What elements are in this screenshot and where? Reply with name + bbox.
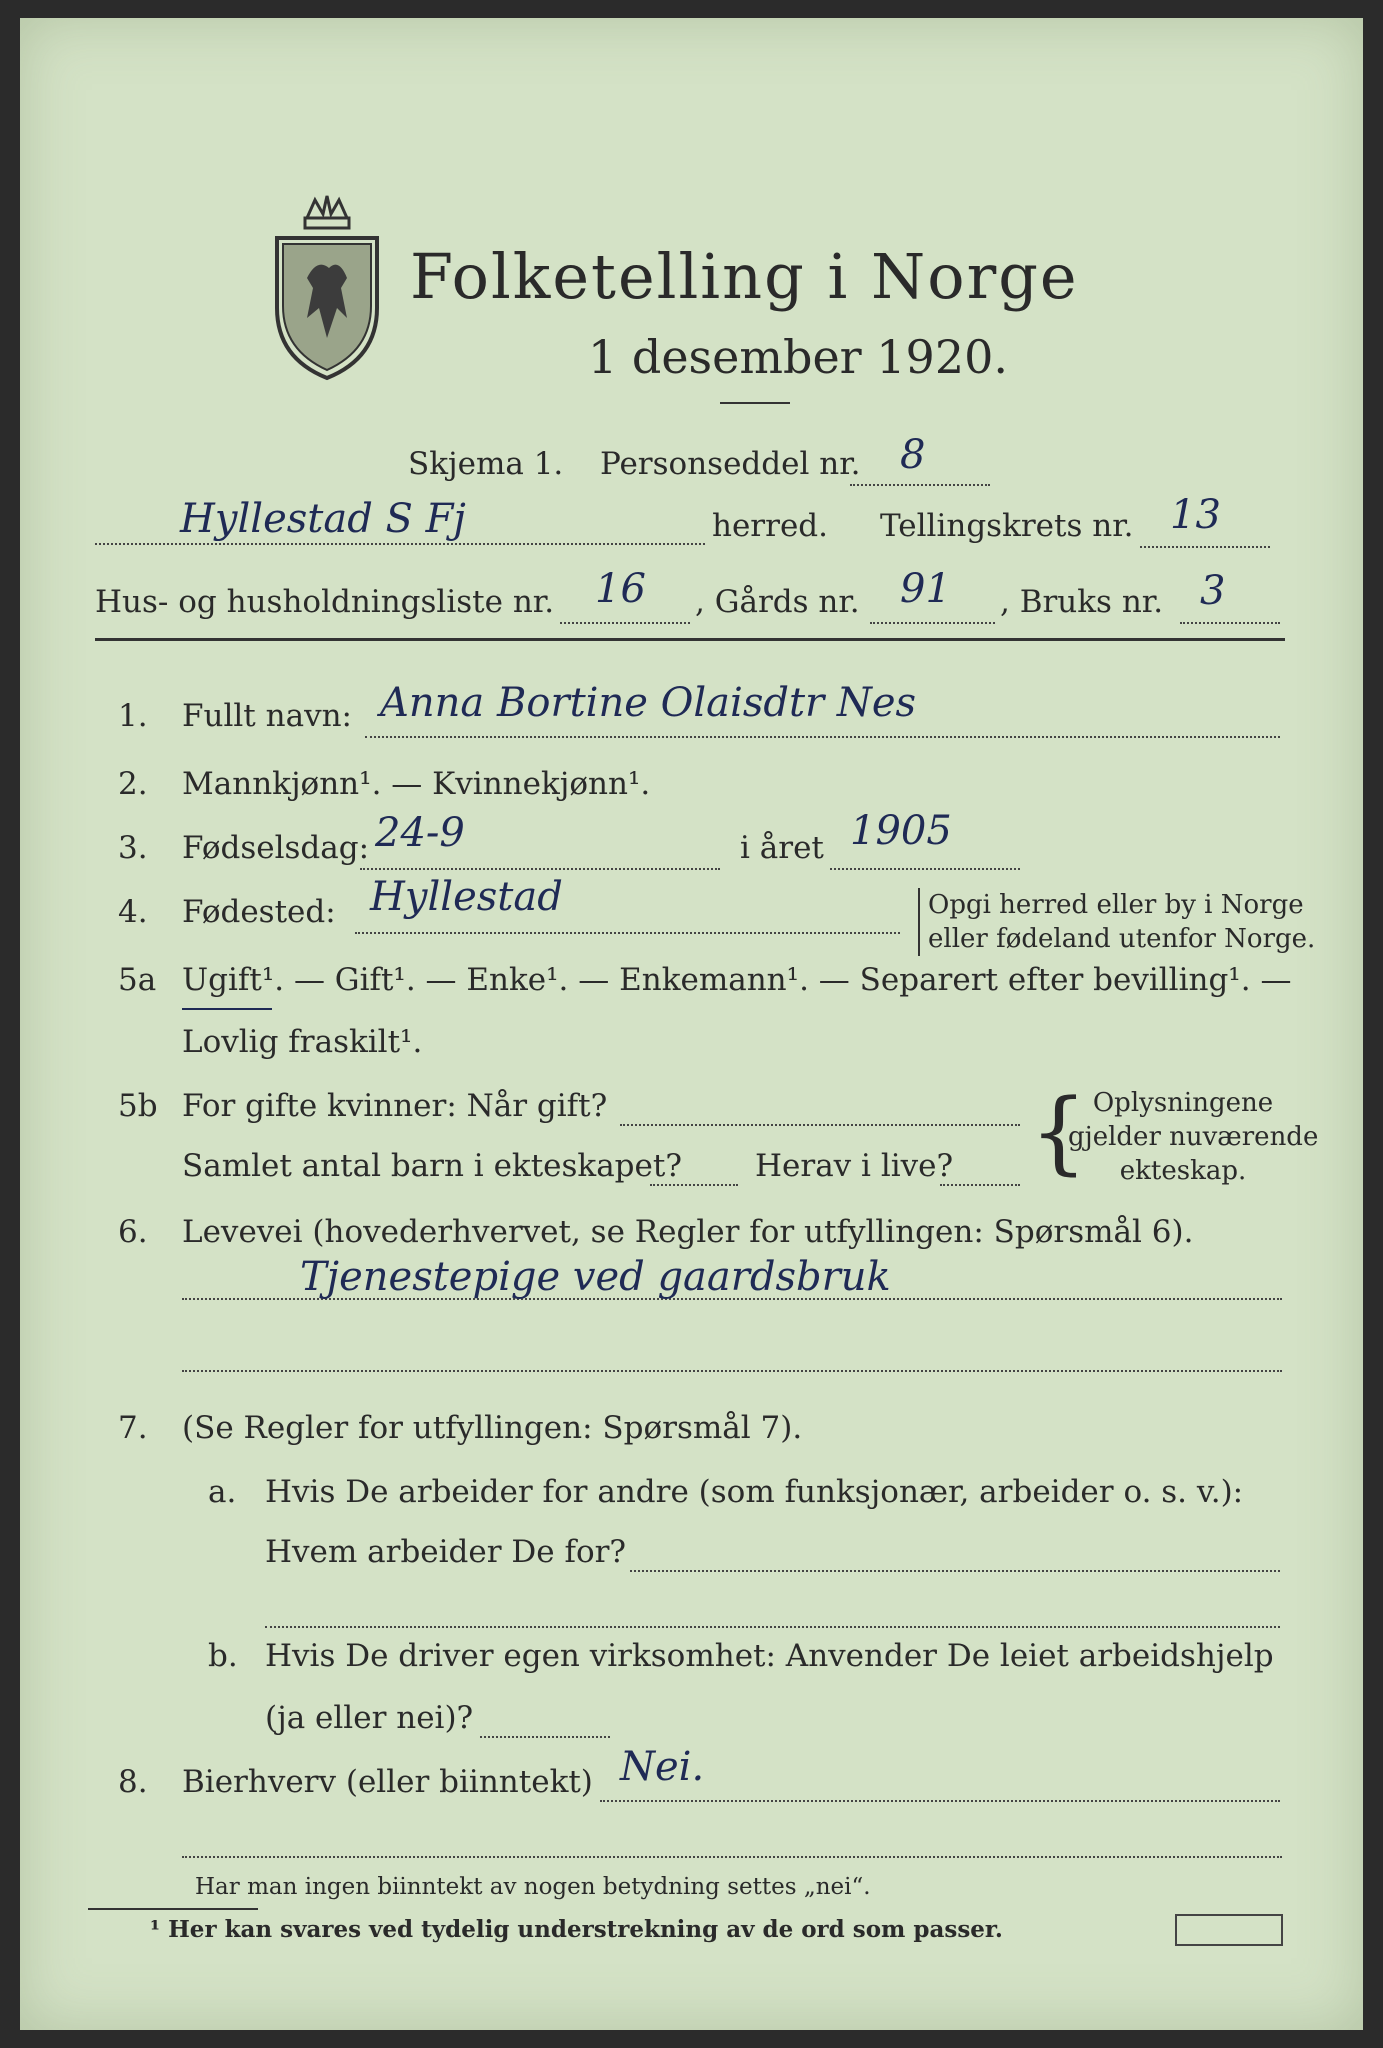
q6-number: 6.	[118, 1214, 148, 1250]
herred-line	[95, 543, 705, 545]
q6-label: Levevei (hovederhvervet, se Regler for utfyllingen: Spørsmål 6).	[182, 1214, 1194, 1250]
bruks-label: , Bruks nr.	[1000, 584, 1164, 620]
q7b-line	[480, 1736, 610, 1738]
q4-line	[355, 932, 900, 934]
footnote-rule	[88, 1908, 258, 1910]
side-income-value[interactable]: Nei.	[620, 1744, 705, 1790]
q3-year-label: i året	[740, 830, 824, 866]
q3-number: 3.	[118, 830, 148, 866]
marital-status-options-2[interactable]: Lovlig fraskilt¹.	[182, 1024, 423, 1060]
q5b-children-line	[650, 1184, 738, 1186]
q1-label: Fullt navn:	[182, 698, 352, 734]
birth-year-value[interactable]: 1905	[850, 808, 952, 854]
gards-label: , Gårds nr.	[695, 584, 860, 620]
q3-label: Fødselsdag:	[182, 830, 370, 866]
q4-number: 4.	[118, 894, 148, 930]
q8-line-2	[182, 1856, 1282, 1858]
printer-stamp	[1175, 1914, 1283, 1946]
hus-label: Hus- og husholdningsliste nr.	[95, 584, 555, 620]
hus-value[interactable]: 16	[595, 566, 646, 612]
q5b-alive-label: Herav i live?	[755, 1148, 954, 1184]
q7a-line	[630, 1570, 1280, 1572]
personseddel-line	[850, 484, 990, 486]
q5b-alive-line	[940, 1184, 1020, 1186]
sex-options[interactable]: Mannkjønn¹. — Kvinnekjønn¹.	[182, 766, 651, 802]
skjema-label: Skjema 1.	[408, 446, 564, 482]
q4-label: Fødested:	[182, 894, 336, 930]
q5b-children-label: Samlet antal barn i ekteskapet?	[182, 1148, 682, 1184]
ugift-underline	[182, 1008, 272, 1010]
form-title: Folketelling i Norge	[410, 240, 1079, 313]
full-name-value[interactable]: Anna Bortine Olaisdtr Nes	[380, 680, 917, 726]
q5b-note-line2: gjelder nuværende	[1068, 1122, 1319, 1152]
q6-line-2	[182, 1370, 1282, 1372]
herred-value[interactable]: Hyllestad S Fj	[180, 496, 466, 542]
q5a-number: 5a	[118, 962, 157, 998]
q5b-note	[1068, 1086, 1319, 1188]
q3-year-line	[830, 868, 1020, 870]
birthday-value[interactable]: 24-9	[375, 810, 465, 856]
q5b-note-line3: ekteskap.	[1119, 1156, 1247, 1186]
bruks-value[interactable]: 3	[1200, 568, 1226, 614]
q5b-married-line	[620, 1124, 1020, 1126]
footnote: ¹ Her kan svares ved tydelig understrekning av de ord som passer.	[150, 1916, 1003, 1943]
q7-label: (Se Regler for utfyllingen: Spørsmål 7).	[182, 1410, 803, 1446]
q7b-number: b.	[208, 1638, 238, 1674]
q5b-note-line1: Oplysningene	[1092, 1088, 1274, 1118]
q4-note-line1: Opgi herred eller by i Norge	[928, 890, 1304, 920]
hus-line	[560, 622, 690, 624]
tellingskrets-line	[1140, 546, 1270, 548]
q5b-brace: {	[1030, 1080, 1088, 1185]
header-rule	[95, 638, 1285, 641]
q1-line	[365, 736, 1280, 738]
bruks-line	[1180, 622, 1280, 624]
personseddel-value[interactable]: 8	[900, 432, 926, 478]
personseddel-label: Personseddel nr.	[600, 446, 861, 482]
birthplace-value[interactable]: Hyllestad	[370, 874, 563, 920]
q7a-line-2	[265, 1626, 1280, 1628]
herred-label: herred.	[712, 508, 828, 544]
q8-line	[600, 1800, 1280, 1802]
q1-number: 1.	[118, 698, 148, 734]
tellingskrets-value[interactable]: 13	[1170, 492, 1221, 538]
tellingskrets-label: Tellingskrets nr.	[880, 508, 1134, 544]
coat-of-arms-icon	[267, 188, 387, 388]
q5b-label: For gifte kvinner: Når gift?	[182, 1088, 608, 1124]
form-date: 1 desember 1920.	[588, 330, 1008, 384]
q7b-label: Hvis De driver egen virksomhet: Anvender De leiet arbeidshjelp	[265, 1638, 1274, 1674]
q3-line	[360, 868, 720, 870]
title-divider	[720, 402, 790, 404]
q4-note-line2: eller fødeland utenfor Norge.	[928, 924, 1316, 954]
q2-number: 2.	[118, 766, 148, 802]
q8-number: 8.	[118, 1764, 148, 1800]
q7b-label-2: (ja eller nei)?	[265, 1700, 474, 1736]
q7a-label: Hvis De arbeider for andre (som funksjonær, arbeider o. s. v.):	[265, 1474, 1244, 1510]
marital-status-options[interactable]: Ugift¹. — Gift¹. — Enke¹. — Enkemann¹. — Separert efter bevilling¹. —	[182, 962, 1292, 998]
q4-note	[918, 888, 1315, 956]
q8-label: Bierhverv (eller biinntekt)	[182, 1764, 593, 1800]
footer-note: Har man ingen biinntekt av nogen betydning settes „nei“.	[195, 1874, 871, 1900]
census-form	[20, 18, 1363, 2030]
q7a-number: a.	[208, 1474, 237, 1510]
q7-number: 7.	[118, 1410, 148, 1446]
gards-line	[870, 622, 995, 624]
q7a-label-2: Hvem arbeider De for?	[265, 1534, 627, 1570]
occupation-value[interactable]: Tjenestepige ved gaardsbruk	[300, 1254, 891, 1300]
gards-value[interactable]: 91	[900, 566, 951, 612]
q5b-number: 5b	[118, 1088, 158, 1124]
